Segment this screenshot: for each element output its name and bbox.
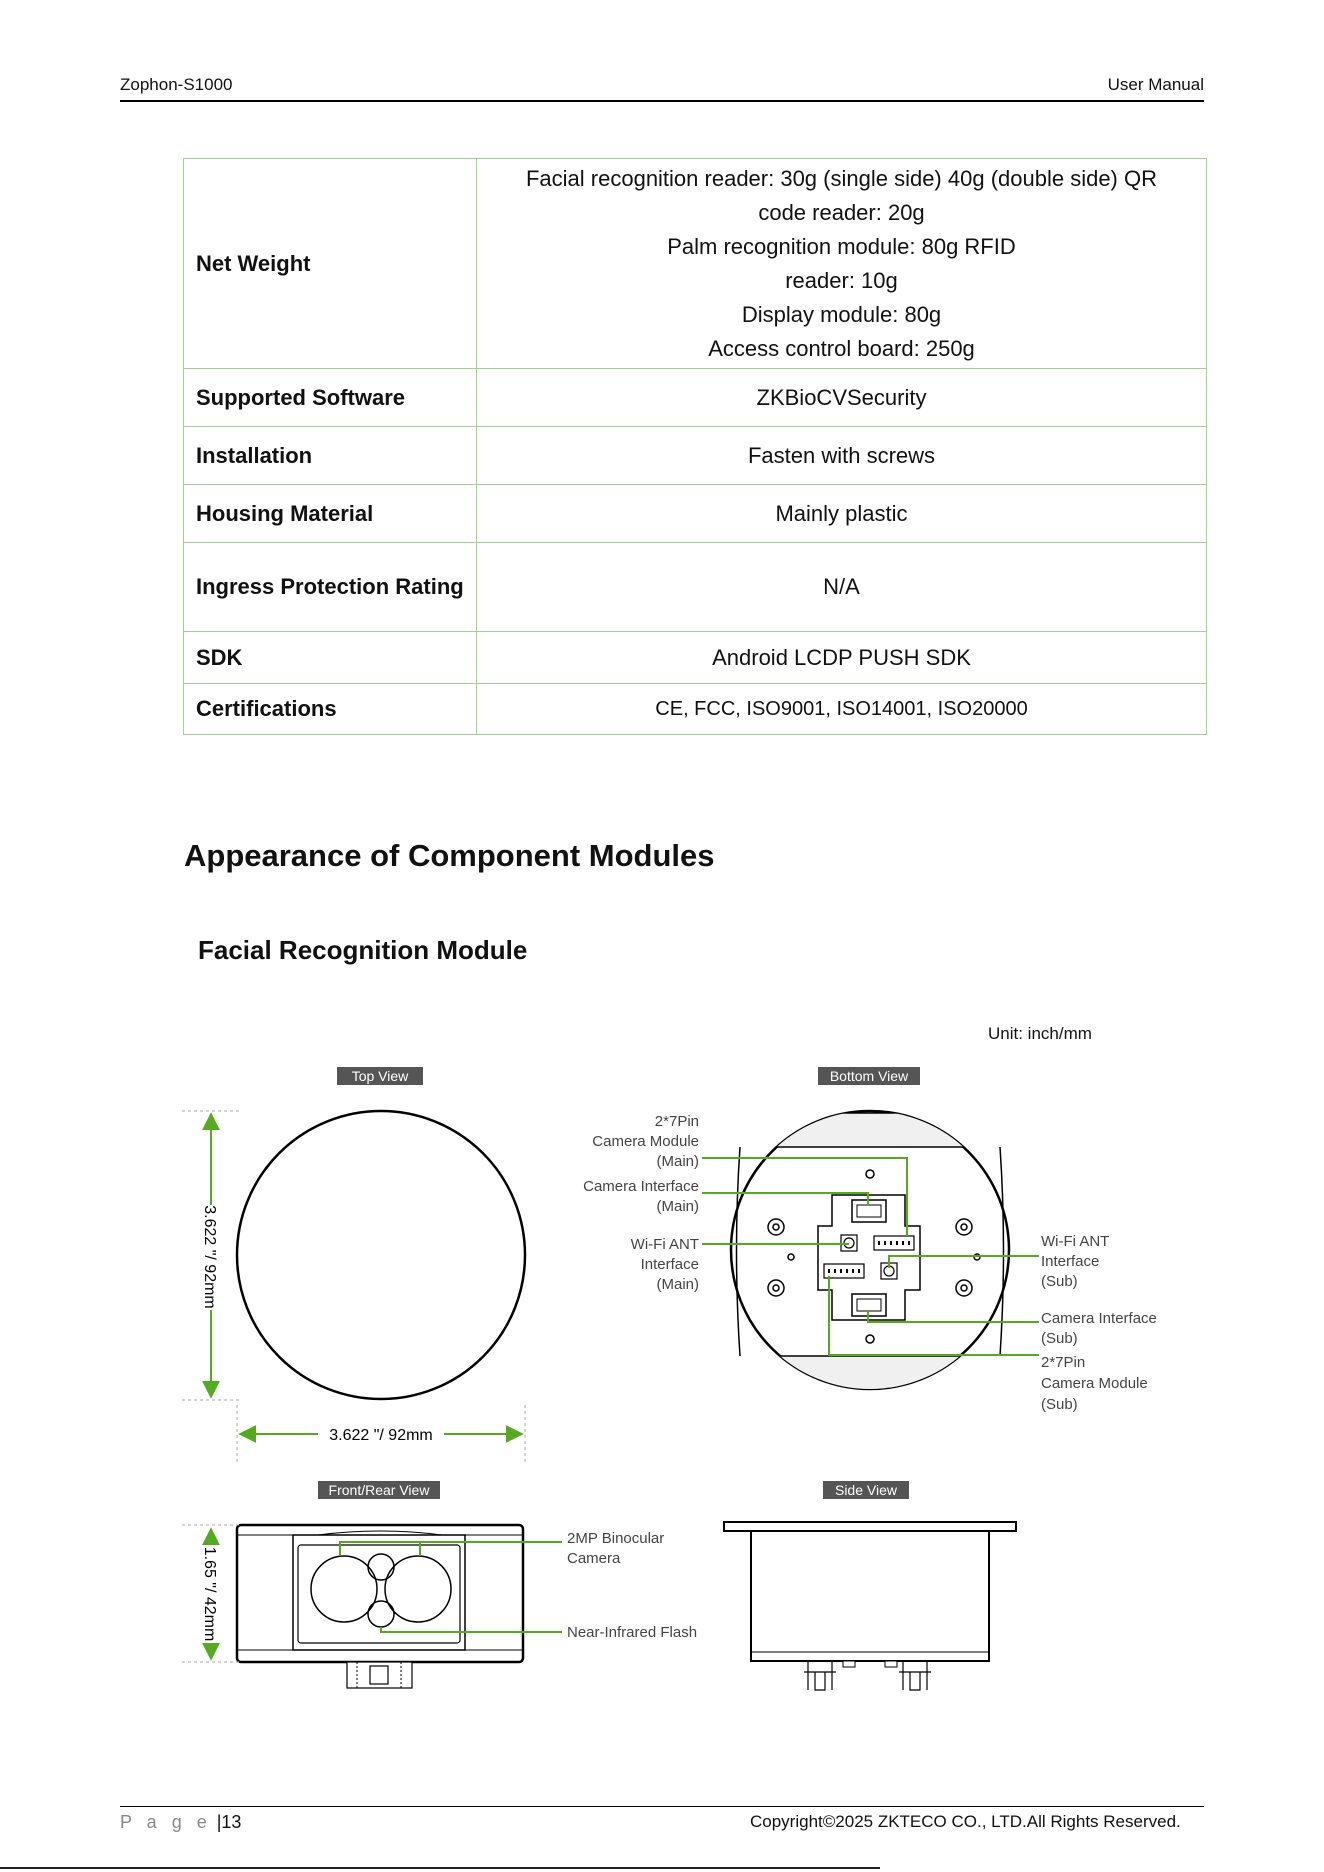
- top-view-label: [337, 1067, 423, 1085]
- bottom-view-right-labels: [1041, 1233, 1157, 1413]
- camera-module-main-line2: Camera Module: [592, 1133, 699, 1150]
- top-view-drawing: [182, 1111, 525, 1463]
- wifi-sub-line3: (Sub): [1041, 1273, 1078, 1290]
- width-dimension: 3.622 "/ 92mm: [329, 1427, 433, 1444]
- spec-label: Certifications: [184, 684, 477, 735]
- front-view-drawing: [182, 1525, 523, 1688]
- spec-label: Installation: [184, 427, 477, 485]
- spec-label: Net Weight: [184, 159, 477, 369]
- camera-module-main-line1: 2*7Pin: [654, 1113, 699, 1130]
- spec-label: SDK: [184, 632, 477, 684]
- height-dimension: 3.622 "/ 92mm: [201, 1205, 218, 1309]
- bottom-view-left-labels: [583, 1113, 699, 1293]
- spec-value-line: code reader: 20g: [758, 199, 925, 225]
- front-view-labels: [567, 1530, 697, 1641]
- camera-interface-main-line2: (Main): [656, 1198, 699, 1215]
- camera-interface-sub-line2: (Sub): [1041, 1330, 1078, 1347]
- top-view-text: Top View: [351, 1068, 409, 1084]
- footer-rule: [120, 1806, 1204, 1807]
- wifi-main-line2: Interface: [640, 1256, 699, 1273]
- bottom-rule: [0, 1867, 880, 1869]
- header-product-name: Zophon-S1000: [120, 75, 233, 94]
- wifi-main-line3: (Main): [656, 1276, 699, 1293]
- wifi-sub-line2: Interface: [1041, 1253, 1100, 1270]
- unit-label: Unit: inch/mm: [988, 1024, 1092, 1043]
- copyright: Copyright©2025 ZKTECO CO., LTD.All Rights Reserved.: [750, 1812, 1181, 1831]
- camera-interface-main-line1: Camera Interface: [583, 1178, 699, 1195]
- wifi-main-line1: Wi-Fi ANT: [630, 1236, 699, 1253]
- spec-value-line: Access control board: 250g: [708, 335, 975, 361]
- spec-label: Supported Software: [184, 369, 477, 427]
- spec-value: Android LCDP PUSH SDK: [477, 632, 1207, 684]
- spec-value: CE, FCC, ISO9001, ISO14001, ISO20000: [477, 684, 1207, 735]
- page-number: [120, 1812, 241, 1833]
- bottom-view-drawing: [700, 1111, 1040, 1390]
- subsection-title: Facial Recognition Module: [198, 935, 528, 965]
- camera-module-main-line3: (Main): [656, 1153, 699, 1170]
- binocular-camera-line2: Camera: [567, 1550, 621, 1567]
- spec-value-line: Palm recognition module: 80g RFID: [667, 233, 1016, 259]
- page-label: P a g e: [120, 1812, 212, 1832]
- bottom-view-text: Bottom View: [829, 1068, 909, 1084]
- spec-value: ZKBioCVSecurity: [477, 369, 1207, 427]
- spec-value: N/A: [477, 543, 1207, 632]
- spec-value: Mainly plastic: [477, 485, 1207, 543]
- bottom-view-label: [818, 1067, 920, 1085]
- depth-dimension: 1.65 "/ 42mm: [201, 1546, 218, 1642]
- section-title: Appearance of Component Modules: [184, 838, 715, 873]
- spec-value-line: reader: 10g: [785, 267, 898, 293]
- camera-module-sub-line1: 2*7Pin: [1041, 1354, 1086, 1371]
- header-document-type: User Manual: [1107, 75, 1204, 94]
- page-number-value: |13: [216, 1812, 242, 1832]
- spec-label: Ingress Protection Rating: [184, 543, 477, 632]
- wifi-sub-line1: Wi-Fi ANT: [1041, 1233, 1110, 1250]
- binocular-camera-line1: 2MP Binocular: [567, 1530, 665, 1547]
- spec-value-line: Facial recognition reader: 30g (single side) 40g (double side) QR: [525, 165, 1157, 191]
- camera-interface-sub-line1: Camera Interface: [1041, 1310, 1157, 1327]
- side-view-label: [823, 1481, 909, 1499]
- camera-module-sub-line2: Camera Module: [1041, 1375, 1148, 1392]
- camera-module-sub-line3: (Sub): [1041, 1396, 1078, 1413]
- near-infrared-flash-label: Near-Infrared Flash: [567, 1624, 698, 1641]
- spec-value: Fasten with screws: [477, 427, 1207, 485]
- spec-value-line: Display module: 80g: [741, 301, 942, 327]
- front-view-text: Front/Rear View: [328, 1482, 430, 1498]
- side-view-drawing: [724, 1522, 1016, 1690]
- side-view-text: Side View: [834, 1482, 898, 1498]
- front-view-label: [318, 1481, 440, 1499]
- spec-label: Housing Material: [184, 485, 477, 543]
